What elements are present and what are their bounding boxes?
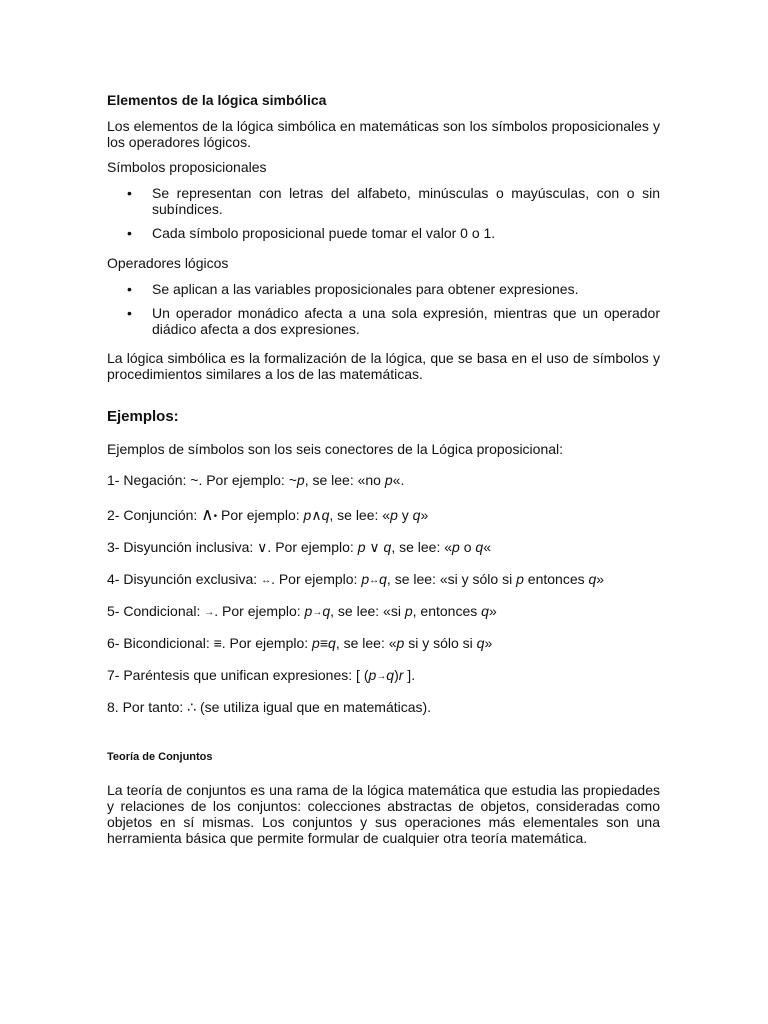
example-var: p	[368, 667, 377, 683]
bullet-icon: •	[127, 281, 132, 297]
list-item	[107, 305, 660, 337]
example-text: 6- Bicondicional: ≡. Por ejemplo:	[107, 635, 313, 651]
example-condicional	[107, 602, 660, 620]
example-text: si y sólo si	[404, 635, 477, 651]
example-var: q	[383, 539, 392, 555]
example-text: )	[394, 667, 399, 683]
example-text: . Por ejemplo:	[271, 571, 362, 587]
example-var: r	[398, 667, 404, 683]
example-var: p	[312, 635, 320, 651]
teoria-heading: Teoría de Conjuntos	[107, 751, 213, 763]
example-conjuncion	[107, 506, 660, 524]
intro-paragraph: Los elementos de la lógica simbólica en matemáticas son los símbolos proposicionales y los operadores lógicos.	[107, 118, 660, 150]
document-title: Elementos de la lógica simbólica	[107, 92, 327, 108]
teoria-paragraph: La teoría de conjuntos es una rama de la lógica matemática que estudia las propiedades y relaciones de los conjuntos: colecciones abstractas de objetos, consideradas como objetos en sí mismas. Los conjuntos y sus operaciones más elementales son una herramienta básica que permite formular de cualquier otra teoría matemática.	[107, 782, 660, 846]
example-text: , entonces	[412, 603, 482, 619]
example-text: , se lee: «no	[304, 472, 385, 488]
example-var: q	[386, 667, 395, 683]
example-text: ].	[403, 667, 416, 683]
example-text: 2- Conjunción:	[107, 507, 202, 523]
example-var: p	[516, 571, 524, 587]
or-symbol-icon: ∨	[365, 539, 384, 555]
example-text: «	[483, 539, 491, 555]
bullet-icon: •	[127, 185, 132, 201]
example-var: p	[361, 571, 370, 587]
example-text: entonces	[523, 571, 589, 587]
list-item-text: Se representan con letras del alfabeto, minúsculas o mayúsculas, con o sin subíndices.	[152, 185, 660, 217]
example-text: , se lee: «	[391, 539, 453, 555]
list-item	[107, 225, 660, 241]
bullet-icon: •	[127, 305, 132, 321]
example-text: 8. Por tanto: ∴ (se utiliza igual que en matemáticas).	[107, 699, 432, 715]
example-disyuncion-inclusiva	[107, 538, 660, 556]
example-var: q	[475, 539, 484, 555]
operadores-heading: Operadores lógicos	[107, 255, 229, 271]
example-text: . Por ejemplo:	[267, 539, 358, 555]
example-text: 5- Condicional:	[107, 603, 205, 619]
example-var: p	[357, 539, 366, 555]
example-var: q	[588, 571, 597, 587]
and-symbol-icon: ∧	[311, 507, 322, 523]
example-text: o	[459, 539, 476, 555]
example-var: p	[404, 603, 413, 619]
equivalence-icon: ≡	[319, 635, 329, 651]
example-var: q	[481, 603, 489, 619]
list-item-text: Cada símbolo proposicional puede tomar el valor 0 o 1.	[152, 225, 496, 241]
example-var: q	[328, 635, 336, 651]
example-por-tanto	[107, 698, 660, 716]
example-var: q	[379, 571, 387, 587]
operadores-list	[107, 281, 660, 337]
example-var: q	[321, 507, 330, 523]
arrow-icon: →	[312, 607, 323, 618]
list-item	[107, 185, 660, 217]
bullet-icon: •	[127, 225, 132, 241]
example-text: 4- Disyunción exclusiva:	[107, 571, 262, 587]
example-text: , se lee: «	[335, 635, 397, 651]
example-var: p	[384, 472, 393, 488]
example-text: , se lee: «si y sólo si	[386, 571, 517, 587]
example-text: »	[420, 507, 429, 523]
example-text: »	[488, 603, 497, 619]
or-symbol-icon: ∨	[257, 539, 268, 555]
example-var: p	[390, 507, 398, 523]
example-var: p	[396, 635, 405, 651]
example-var: q	[476, 635, 485, 651]
example-var: q	[412, 507, 421, 523]
list-item	[107, 281, 660, 297]
example-var: p	[304, 603, 313, 619]
and-symbol-icon: ∧	[201, 505, 214, 524]
example-text: »	[596, 571, 605, 587]
double-arrow-icon: ↔	[261, 575, 272, 586]
simbolos-list	[107, 185, 660, 241]
list-item-text: Un operador monádico afecta a una sola expresión, mientras que un operador diádico afecta a dos expresiones.	[152, 305, 660, 337]
example-text: »	[484, 635, 493, 651]
document-page	[107, 92, 660, 846]
ejemplos-intro: Ejemplos de símbolos son los seis conectores de la Lógica proposicional:	[107, 441, 564, 457]
example-negacion	[107, 471, 660, 489]
arrow-icon: →	[376, 671, 387, 682]
example-text: 7- Paréntesis que unifican expresiones: [ (	[107, 667, 369, 683]
dot-icon: •	[213, 511, 218, 522]
example-text: , se lee: «si	[330, 603, 405, 619]
example-text: y	[397, 507, 413, 523]
example-var: p	[452, 539, 460, 555]
example-var: q	[322, 603, 331, 619]
example-text: , se lee: «	[329, 507, 391, 523]
list-item-text: Se aplican a las variables proposicionales para obtener expresiones.	[152, 281, 579, 297]
double-arrow-icon: ↔	[369, 575, 380, 586]
ejemplos-heading: Ejemplos:	[107, 408, 179, 425]
example-text: 1- Negación: ~. Por ejemplo: ~	[107, 472, 297, 488]
definition-paragraph: La lógica simbólica es la formalización de la lógica, que se basa en el uso de símbolos y procedimientos similares a los de las matemáticas.	[107, 350, 660, 382]
simbolos-heading: Símbolos proposicionales	[107, 159, 267, 175]
example-text: . Por ejemplo:	[214, 603, 305, 619]
example-text: Por ejemplo:	[217, 507, 304, 523]
example-parentesis	[107, 666, 660, 684]
example-var: p	[303, 507, 312, 523]
example-var: p	[296, 472, 305, 488]
example-disyuncion-exclusiva	[107, 570, 660, 588]
example-text: «.	[392, 472, 405, 488]
example-text: 3- Disyunción inclusiva:	[107, 539, 258, 555]
example-bicondicional	[107, 634, 660, 652]
arrow-icon: →	[204, 607, 215, 618]
